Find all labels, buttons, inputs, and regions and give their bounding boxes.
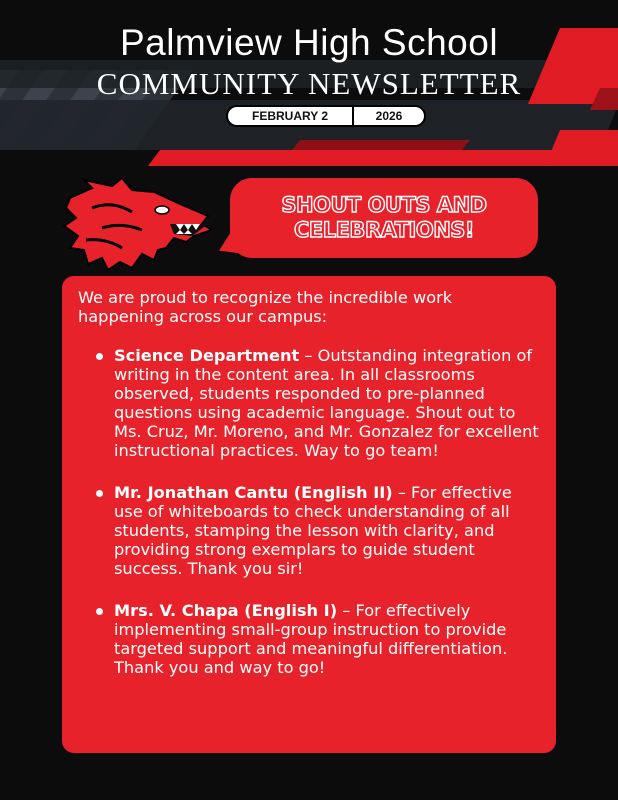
recipient-description: – For effective use of whiteboards to check understanding of all students, stamping the lesson with clarity, and providing strong exemplars to guide student success. Thank you sir! <box>114 483 512 578</box>
section-heading-line-2: CELEBRATIONS! <box>293 218 475 242</box>
bullet-icon <box>96 353 103 360</box>
list-item <box>78 346 540 460</box>
bullet-icon <box>96 490 103 497</box>
bullet-icon <box>96 608 103 615</box>
shout-out-list <box>78 346 540 677</box>
date-label: FEBRUARY 2 <box>226 105 354 127</box>
recipient-description: – Outstanding integration of writing in the content area. In all classrooms observed, students responded to pre-planned questions using academic language. Shout out to Ms. Cruz, Mr. Moreno, and Mr. Gonzalez for excellent instructional practices. Way to go team! <box>114 346 539 460</box>
section-heading-line-1: SHOUT OUTS AND <box>281 193 487 217</box>
recipient-name: Science Department <box>114 346 300 365</box>
section-banner <box>230 178 538 258</box>
wolf-mascot-logo <box>62 178 212 273</box>
date-pill <box>226 105 426 127</box>
school-title: Palmview High School <box>119 22 499 63</box>
recipient-name: Mr. Jonathan Cantu (English II) <box>114 483 393 502</box>
intro-text: We are proud to recognize the incredible work happening across our campus: <box>78 288 453 326</box>
list-item <box>78 483 540 578</box>
recipient-description: – For effectively implementing small-group instruction to provide targeted support and meaningful differentiation. Thank you and way to go! <box>114 601 508 677</box>
list-item <box>78 601 540 677</box>
recipient-name: Mrs. V. Chapa (English I) <box>114 601 338 620</box>
section-heading <box>281 193 486 243</box>
newsletter-title: COMMUNITY NEWSLETTER <box>96 66 522 101</box>
year-label: 2026 <box>354 105 426 127</box>
shout-outs-panel <box>62 276 556 753</box>
